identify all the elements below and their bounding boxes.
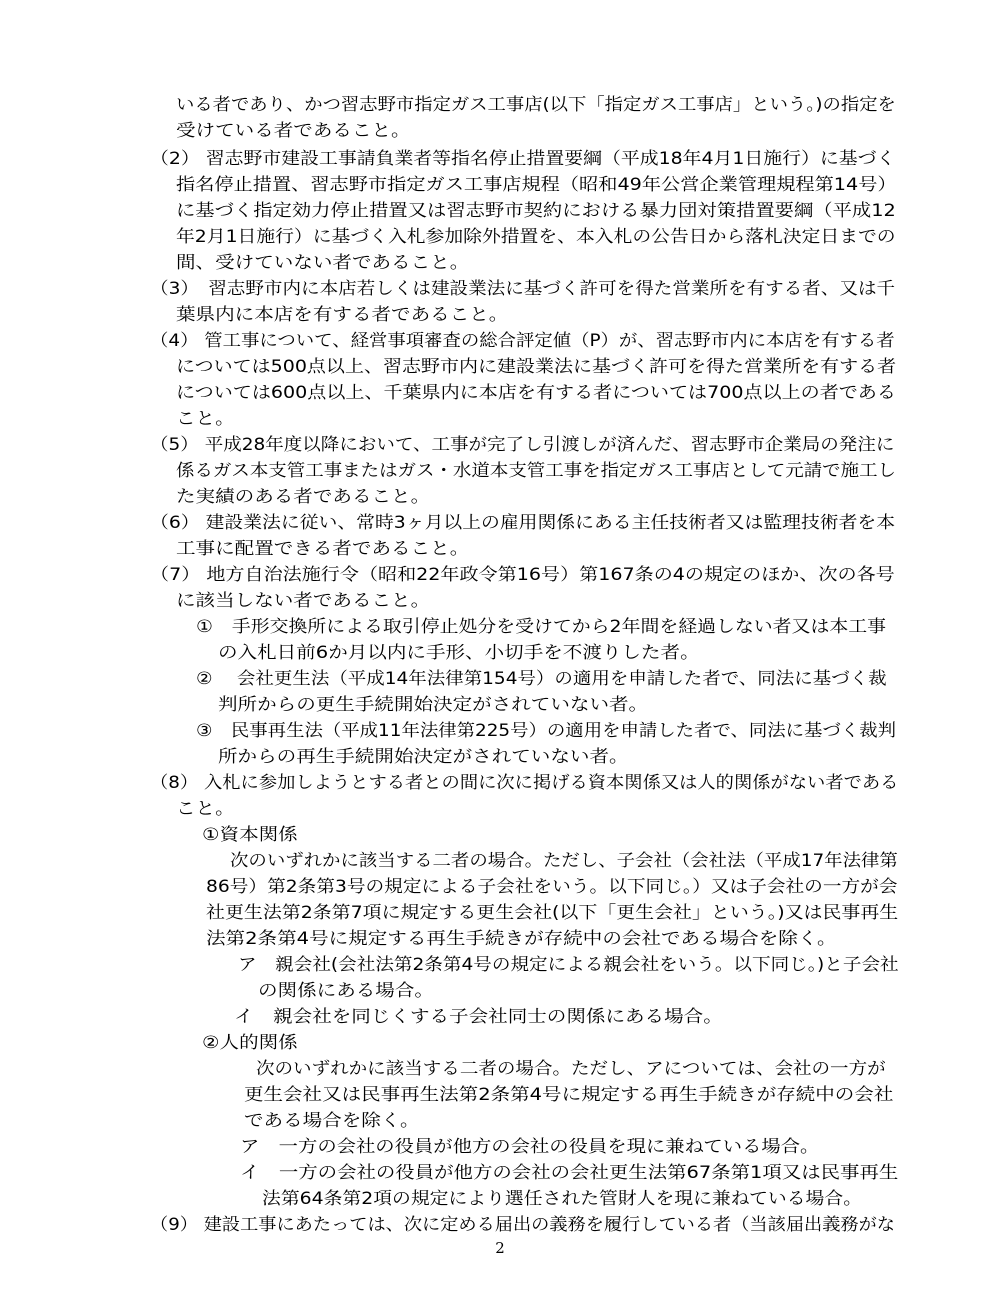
text-line: （7） 地方自治法施行令（昭和22年政令第16号）第167条の4の規定のほか、次の各号 [150, 565, 895, 585]
text-line: 間、受けていない者であること。 [176, 253, 470, 273]
text-line: の入札日前6か月以内に手形、小切手を不渡りした者。 [218, 643, 700, 663]
text-line: 法第64条第2項の規定により選任された管財人を現に兼ねている場合。 [262, 1189, 863, 1209]
text-line: ア 一方の会社の役員が他方の会社の役員を現に兼ねている場合。 [240, 1137, 820, 1157]
text-line: いる者であり、かつ習志野市指定ガス工事店(以下「指定ガス工事店」という。)の指定を [176, 95, 896, 115]
text-line: 受けている者であること。 [176, 121, 411, 141]
text-line: （4） 管工事について、経営事項審査の総合評定値（P）が、習志野市内に本店を有する者 [150, 331, 895, 351]
text-line: に基づく指定効力停止措置又は習志野市契約における暴力団対策措置要綱（平成12 [176, 201, 896, 221]
text-line: 法第2条第4号に規定する再生手続きが存続中の会社である場合を除く。 [206, 929, 837, 949]
text-line: については500点以上、習志野市内に建設業法に基づく許可を得た営業所を有する者 [176, 357, 897, 377]
text-line: （2） 習志野市建設工事請負業者等指名停止措置要綱（平成18年4月1日施行）に基づく [150, 149, 896, 169]
text-line: 判所からの更生手続開始決定がされていない者。 [218, 695, 649, 715]
text-line: 86号）第2条第3号の規定による子会社をいう。以下同じ。）又は子会社の一方が会 [206, 877, 898, 897]
text-line: 工事に配置できる者であること。 [176, 539, 470, 559]
text-line: （9） 建設工事にあたっては、次に定める届出の義務を履行している者（当該届出義務がな [150, 1215, 895, 1235]
text-line: ②人的関係 [202, 1033, 298, 1053]
text-line: については600点以上、千葉県内に本店を有する者については700点以上の者である [176, 383, 896, 403]
page-number: 2 [495, 1239, 505, 1257]
text-line: の関係にある場合。 [258, 981, 434, 1001]
text-line: 係るガス本支管工事またはガス・水道本支管工事を指定ガス工事店として元請で施工し [176, 461, 897, 481]
text-line: イ 親会社を同じくする子会社同士の関係にある場合。 [234, 1007, 723, 1027]
text-line: 次のいずれかに該当する二者の場合。ただし、子会社（会社法（平成17年法律第 [230, 851, 898, 871]
text-line: ③ 民事再生法（平成11年法律第225号）の適用を申請した者で、同法に基づく裁判 [196, 721, 897, 741]
text-line: 葉県内に本店を有する者であること。 [176, 305, 509, 325]
text-line: こと。 [176, 409, 235, 429]
text-line: た実績のある者であること。 [176, 487, 431, 507]
text-line: 所からの再生手続開始決定がされていない者。 [218, 747, 629, 767]
text-line: こと。 [176, 799, 235, 819]
text-line: 更生会社又は民事再生法第2条第4号に規定する再生手続きが存続中の会社 [244, 1085, 894, 1105]
text-line: ア 親会社(会社法第2条第4号の規定による親会社をいう。以下同じ。)と子会社 [238, 955, 899, 975]
text-line: ①資本関係 [202, 825, 298, 845]
text-line: イ 一方の会社の役員が他方の会社の会社更生法第67条第1項又は民事再生 [240, 1163, 899, 1183]
text-line: （8） 入札に参加しようとする者との間に次に掲げる資本関係又は人的関係がない者である [150, 773, 899, 793]
text-line: ② 会社更生法（平成14年法律第154号）の適用を申請した者で、同法に基づく裁 [196, 669, 887, 689]
text-line: に該当しない者であること。 [176, 591, 431, 611]
text-line: 指名停止措置、習志野市指定ガス工事店規程（昭和49年公営企業管理規程第14号） [176, 175, 897, 195]
text-line: ① 手形交換所による取引停止処分を受けてから2年間を経過しない者又は本工事 [196, 617, 887, 637]
text-line: である場合を除く。 [244, 1111, 420, 1131]
text-line: 次のいずれかに該当する二者の場合。ただし、アについては、会社の一方が [256, 1059, 886, 1079]
text-line: （5） 平成28年度以降において、工事が完了し引渡しが済んだ、習志野市企業局の発注に [150, 435, 895, 455]
text-line: （6） 建設業法に従い、常時3ヶ月以上の雇用関係にある主任技術者又は監理技術者を本 [150, 513, 896, 533]
text-line: （3） 習志野市内に本店若しくは建設業法に基づく許可を得た営業所を有する者、又は千 [150, 279, 896, 299]
text-line: 社更生法第2条第7項に規定する更生会社(以下「更生会社」という。)又は民事再生 [206, 903, 899, 923]
text-line: 年2月1日施行）に基づく入札参加除外措置を、本入札の公告日から落札決定日までの [176, 227, 896, 247]
